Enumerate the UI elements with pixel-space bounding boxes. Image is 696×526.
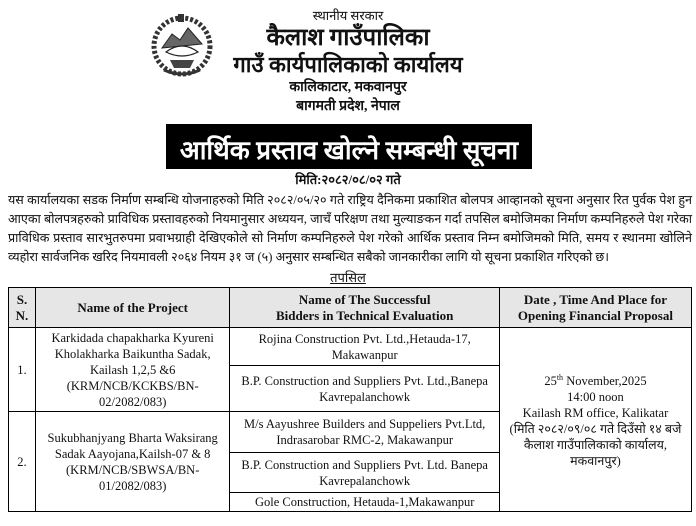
municipality-name: कैलाश गाउँपालिका — [266, 25, 430, 51]
opening-day-suffix: th — [556, 372, 564, 382]
notice-body: यस कार्यालयका सडक निर्माण सम्बन्धि योजनाहरुको मिति २०८२/०५/२० गते राष्ट्रिय दैनिकमा प्रकाशित बोलपत्र आव्हानको सूचना अनुसार रित पुर्वक पेश हुन आएका बोलपत्रहरुको प्राविधिक प्रस्तावहरुको नियमानुसार अध्ययन, जाचँ परिक्षण तथा मुल्याङकन गर्दा तपसिल बमोजिमका निर्माण कम्पनिहरुले पेश गरेका प्राविधिक प्रस्ताव सारभुतरुपमा प्रवाभग्राही देखिएकोले सो निर्माण कम्पनिहरुले पेश गरेको आर्थिक प्रस्ताव निम्न बमोजिमको मिति, समय र स्थानमा खोलिने व्यहोरा सार्वजनिक खरिद नियमावली २०६४ नियम ३१ ज (५) अनुसार सम्बन्धित सबैको जानकारीका लागि यो सूचना प्रकाशित गरिएको छ। — [8, 193, 692, 264]
opening-month-year: November,2025 — [566, 374, 647, 389]
bidders-table — [8, 287, 692, 512]
header-date — [499, 288, 691, 328]
header-bidders-line1: Name of The Successful — [298, 291, 431, 307]
header-bidders-line2: Bidders in Technical Evaluation — [275, 307, 454, 323]
opening-time: 14:00 noon — [567, 390, 624, 405]
table-header-row — [9, 288, 692, 328]
letterhead — [0, 0, 696, 120]
table-row — [9, 328, 692, 366]
opening-date — [503, 370, 688, 389]
header-project: Name of the Project — [35, 288, 230, 328]
opening-nepali-detail: (मिति २०८२/०९/०८ गते दिउँसो १४ बजे कैलाश गाउँपालिकाको कार्यालय, मकवानपुर) — [509, 422, 682, 469]
office-name: गाउँ कार्यपालिकाको कार्यालय — [233, 52, 463, 77]
row-project: Sukubhanjyang Bharta Waksirang Sadak Aayojana,Kailsh-07 & 8 (KRM/NCB/SBWSA/BN-01/2082/083) — [35, 412, 230, 512]
row-bidder: Rojina Construction Pvt. Ltd.,Hetauda-17, Makawanpur — [230, 328, 499, 366]
header-sn: S. N. — [9, 288, 36, 328]
header-date-line1: Date , Time And Place for — [523, 291, 668, 307]
office-location: कालिकाटार, मकवानपुर — [289, 80, 407, 95]
row-bidder: M/s Aayushree Builders and Suppeliers Pvt.Ltd, Indrasarobar RMC-2, Makawanpur — [230, 412, 499, 453]
header-bidders — [230, 288, 499, 328]
notice-title: आर्थिक प्रस्ताव खोल्ने सम्बन्धी सूचना — [166, 126, 532, 169]
opening-place: Kailash RM office, Kalikatar — [522, 406, 669, 421]
row-bidder: B.P. Construction and Suppliers Pvt. Ltd. Banepa Kavrepalanchowk — [230, 453, 499, 493]
row-bidder: Gole Construction, Hetauda-1,Makawanpur — [230, 493, 499, 512]
header-date-line2: Opening Financial Proposal — [517, 307, 673, 323]
opening-details — [499, 328, 691, 512]
province-label: बागमती प्रदेश, नेपाल — [296, 99, 400, 114]
opening-day: 25 — [544, 374, 557, 389]
row-sn: 2. — [9, 412, 36, 512]
notice-date: मिति:२०८२/०८/०२ गते — [295, 172, 401, 187]
row-bidder: B.P. Construction and Suppliers Pvt. Ltd.,Banepa Kavrepalanchowk — [230, 366, 499, 412]
tapasil-label: तपसिल — [330, 270, 366, 285]
local-government-label: स्थानीय सरकार — [312, 8, 384, 23]
row-project: Karkidada chapakharka Kyureni Kholakharka Baikuntha Sadak, Kailash 1,2,5 &6 (KRM/NCB/KCKBS/BN-02/2082/083) — [35, 328, 230, 412]
row-sn: 1. — [9, 328, 36, 412]
